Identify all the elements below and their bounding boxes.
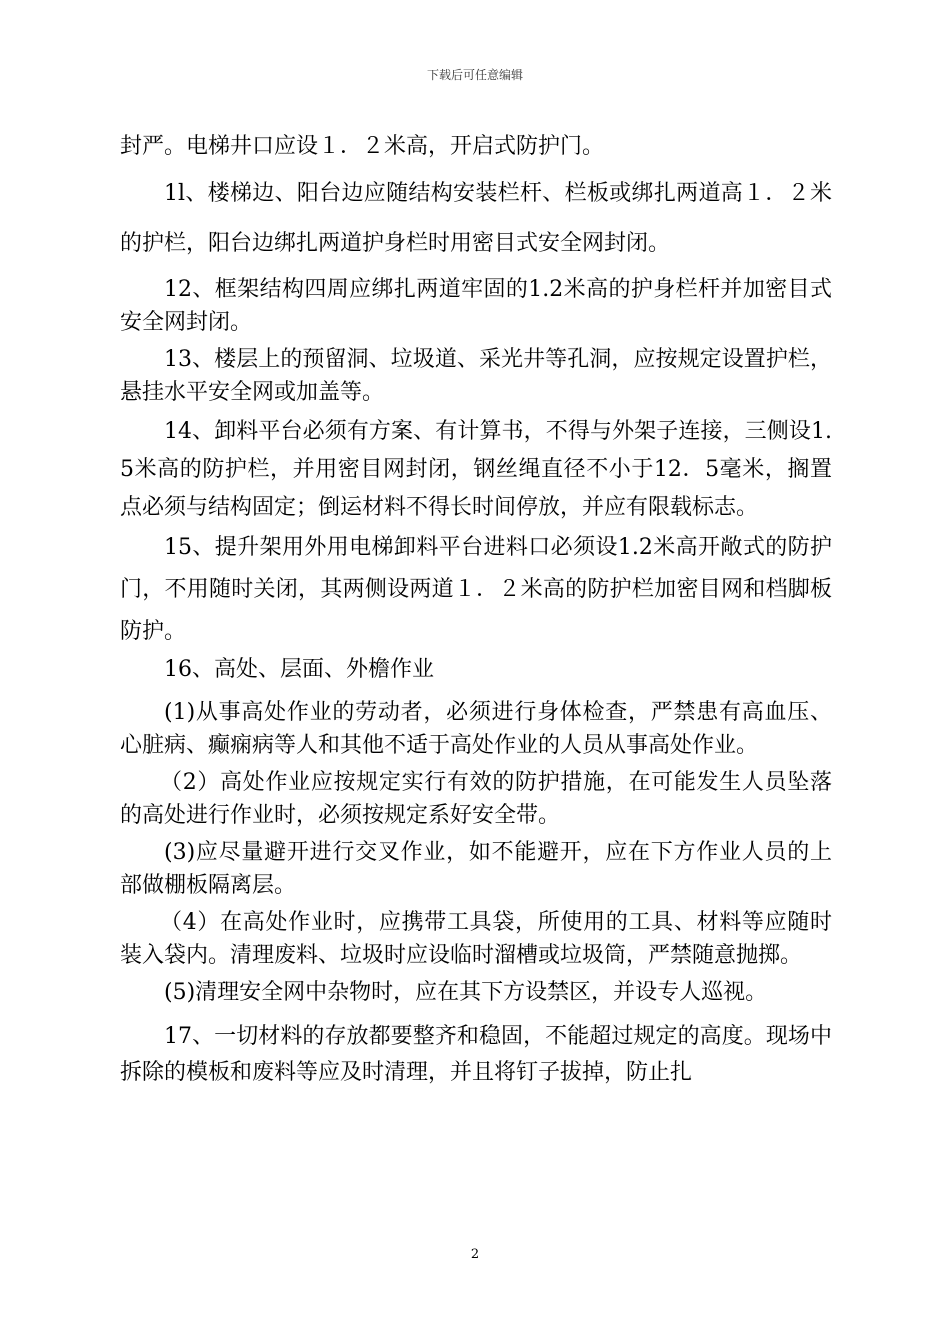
paragraph-15: 15、提升架用外用电梯卸料平台进料口必须设1.2米高开敞式的防护门，不用随时关闭，其两侧设两道１．２米高的防护栏加密目网和档脚板防护。 xyxy=(120,535,832,644)
paragraph-16-5: (5)清理安全网中杂物时，应在其下方设禁区，并设专人巡视。 xyxy=(164,980,768,1005)
paragraph-16-1: (1)从事高处作业的劳动者，必须进行身体检查，严禁患有高血压、心脏病、癫痫病等人和其他不适于高处作业的人员从事高处作业。 xyxy=(120,700,832,758)
page-number: 2 xyxy=(470,1247,480,1262)
paragraph-13: 13、楼层上的预留洞、垃圾道、采光井等孔洞，应按规定设置护栏，悬挂水平安全网或加盖等。 xyxy=(120,347,832,405)
paragraph-12: 12、框架结构四周应绑扎两道牢固的1.2米高的护身栏杆并加密目式安全网封闭。 xyxy=(120,277,832,335)
paragraph-1: 封严。电梯井口应设１．２米高，开启式防护门。 xyxy=(120,134,605,159)
paragraph-14: 14、卸料平台必须有方案、有计算书，不得与外架子连接，三侧设1.5米高的防护栏，并用密目网封闭，钢丝绳直径不小于12．5毫米，搁置点必须与结构固定；倒运材料不得长时间停放，并应有限载标志。 xyxy=(120,419,832,520)
paragraph-17: 17、一切材料的存放都要整齐和稳固，不能超过规定的高度。现场中拆除的模板和废料等应及时清理，并且将钉子拔掉，防止扎 xyxy=(120,1024,832,1085)
paragraph-16-2: （2）高处作业应按规定实行有效的防护措施，在可能发生人员坠落的高处进行作业时，必须按规定系好安全带。 xyxy=(120,770,832,828)
document-body xyxy=(120,130,832,1091)
header-note: 下载后可任意编辑 xyxy=(426,68,523,82)
paragraph-16-3: (3)应尽量避开进行交叉作业，如不能避开，应在下方作业人员的上部做棚板隔离层。 xyxy=(120,840,832,898)
paragraph-16-4: （4）在高处作业时，应携带工具袋，所使用的工具、材料等应随时装入袋内。清理废料、垃圾时应设临时溜槽或垃圾筒，严禁随意抛掷。 xyxy=(120,910,832,968)
paragraph-16: 16、高处、层面、外檐作业 xyxy=(164,657,434,682)
paragraph-11: 1l、楼梯边、阳台边应随结构安装栏杆、栏板或绑扎两道高１．２米的护栏，阳台边绑扎两道护身栏时用密目式安全网封闭。 xyxy=(120,181,832,256)
